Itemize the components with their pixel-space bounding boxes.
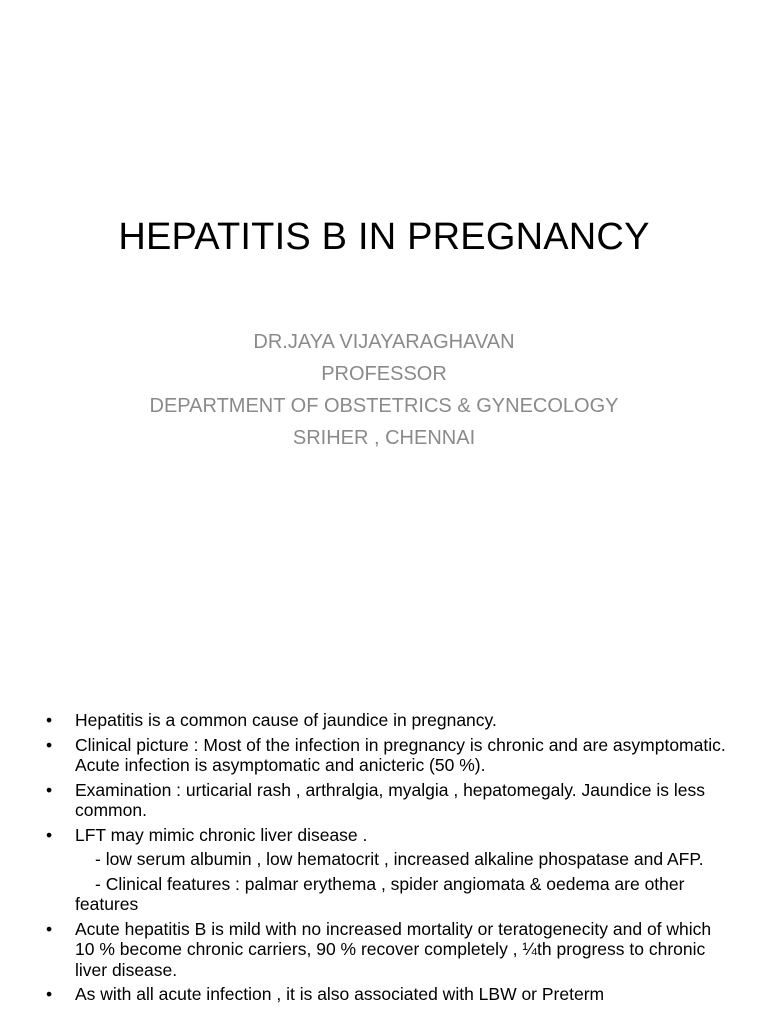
- sub-item: [46, 874, 726, 915]
- author-name: DR.JAYA VIJAYARAGHAVAN: [253, 331, 515, 353]
- bullet-item: • Clinical picture : Most of the infection in pregnancy is chronic and are asymptomatic. Acute infection is asymptomatic and anicteric (50 %).: [46, 735, 726, 776]
- bullet-item: • Hepatitis is a common cause of jaundice in pregnancy.: [46, 710, 726, 731]
- content-slide: [0, 690, 768, 1024]
- author-position: PROFESSOR: [321, 363, 447, 385]
- sub-item: [46, 849, 726, 870]
- slide-subtitle: [0, 326, 768, 454]
- sub-item-text: - low serum albumin , low hematocrit , increased alkaline phospatase and AFP.: [95, 849, 704, 869]
- author-department: DEPARTMENT OF OBSTETRICS & GYNECOLOGY: [149, 395, 619, 417]
- author-institution: SRIHER , CHENNAI: [292, 427, 476, 449]
- slide-title: HEPATITIS B IN PREGNANCY: [118, 216, 650, 258]
- sub-item-text: - Clinical features : palmar erythema , spider angiomata & oedema are other features: [75, 873, 685, 914]
- bullet-item: • Examination : urticarial rash , arthralgia, myalgia , hepatomegaly. Jaundice is less common.: [46, 780, 726, 821]
- bullet-list: [46, 710, 726, 1009]
- bullet-item: • Acute hepatitis B is mild with no increased mortality or teratogenecity and of which 10 % become chronic carriers, 90 % recover completely , ¼th progress to chronic liver disease.: [46, 919, 726, 981]
- bullet-item: • As with all acute infection , it is also associated with LBW or Preterm: [46, 984, 726, 1005]
- bullet-item: • LFT may mimic chronic liver disease .: [46, 825, 726, 846]
